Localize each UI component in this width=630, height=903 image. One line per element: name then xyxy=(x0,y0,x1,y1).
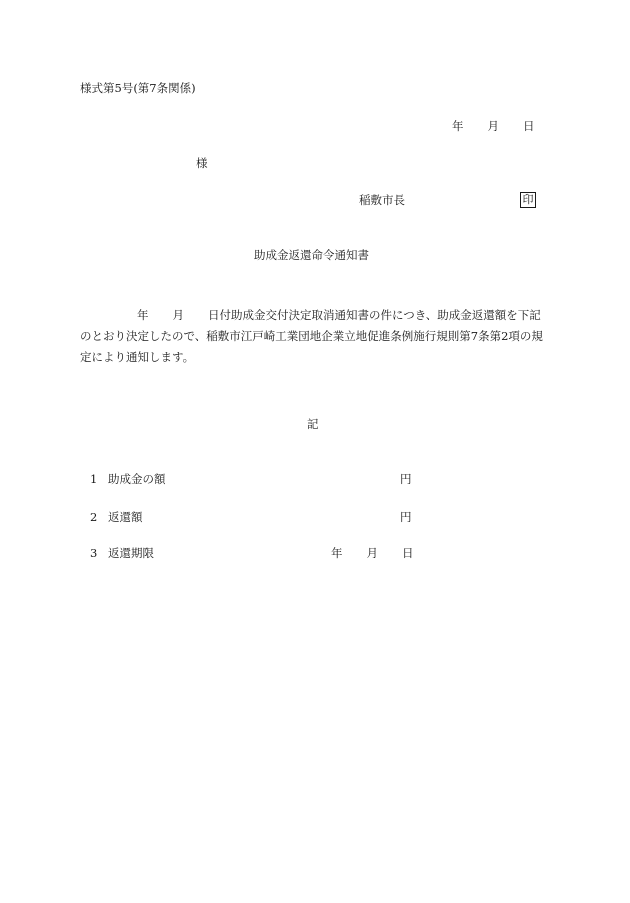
item-number: 2 xyxy=(90,510,98,524)
item-number: 3 xyxy=(90,546,98,560)
deadline-month: 月 xyxy=(366,546,378,560)
date-month: 月 xyxy=(487,119,499,133)
body-line-3: 定により通知します。 xyxy=(80,350,195,364)
record-heading: 記 xyxy=(307,417,319,431)
item-number: 1 xyxy=(90,472,98,486)
body-month: 月 xyxy=(172,308,184,322)
deadline-year: 年 xyxy=(331,546,343,560)
issuer-title: 稲敷市長 xyxy=(359,193,405,207)
form-number: 様式第5号(第7条関係) xyxy=(80,81,196,95)
body-year: 年 xyxy=(137,308,149,322)
item-unit-yen: 円 xyxy=(400,510,412,524)
addressee-honorific: 様 xyxy=(196,156,208,170)
body-line-1 xyxy=(80,305,550,326)
body-line-2: のとおり決定したので、稲敷市江戸崎工業団地企業立地促進条例施行規則第7条第2項の規 xyxy=(80,329,543,343)
deadline-date xyxy=(331,546,414,560)
deadline-day: 日 xyxy=(402,546,414,560)
body-paragraph xyxy=(80,305,550,368)
item-unit-yen: 円 xyxy=(400,472,412,486)
date-year: 年 xyxy=(452,119,464,133)
date-day: 日 xyxy=(523,119,535,133)
item-label-return-deadline: 返還期限 xyxy=(108,546,154,560)
document-title: 助成金返還命令通知書 xyxy=(254,248,369,262)
item-label-return-amount: 返還額 xyxy=(108,510,143,524)
body-line-1-text: 日付助成金交付決定取消通知書の件につき、助成金返還額を下記 xyxy=(208,308,541,322)
item-label-grant-amount: 助成金の額 xyxy=(108,472,166,486)
seal-mark: 印 xyxy=(520,192,536,208)
issue-date xyxy=(452,119,535,133)
